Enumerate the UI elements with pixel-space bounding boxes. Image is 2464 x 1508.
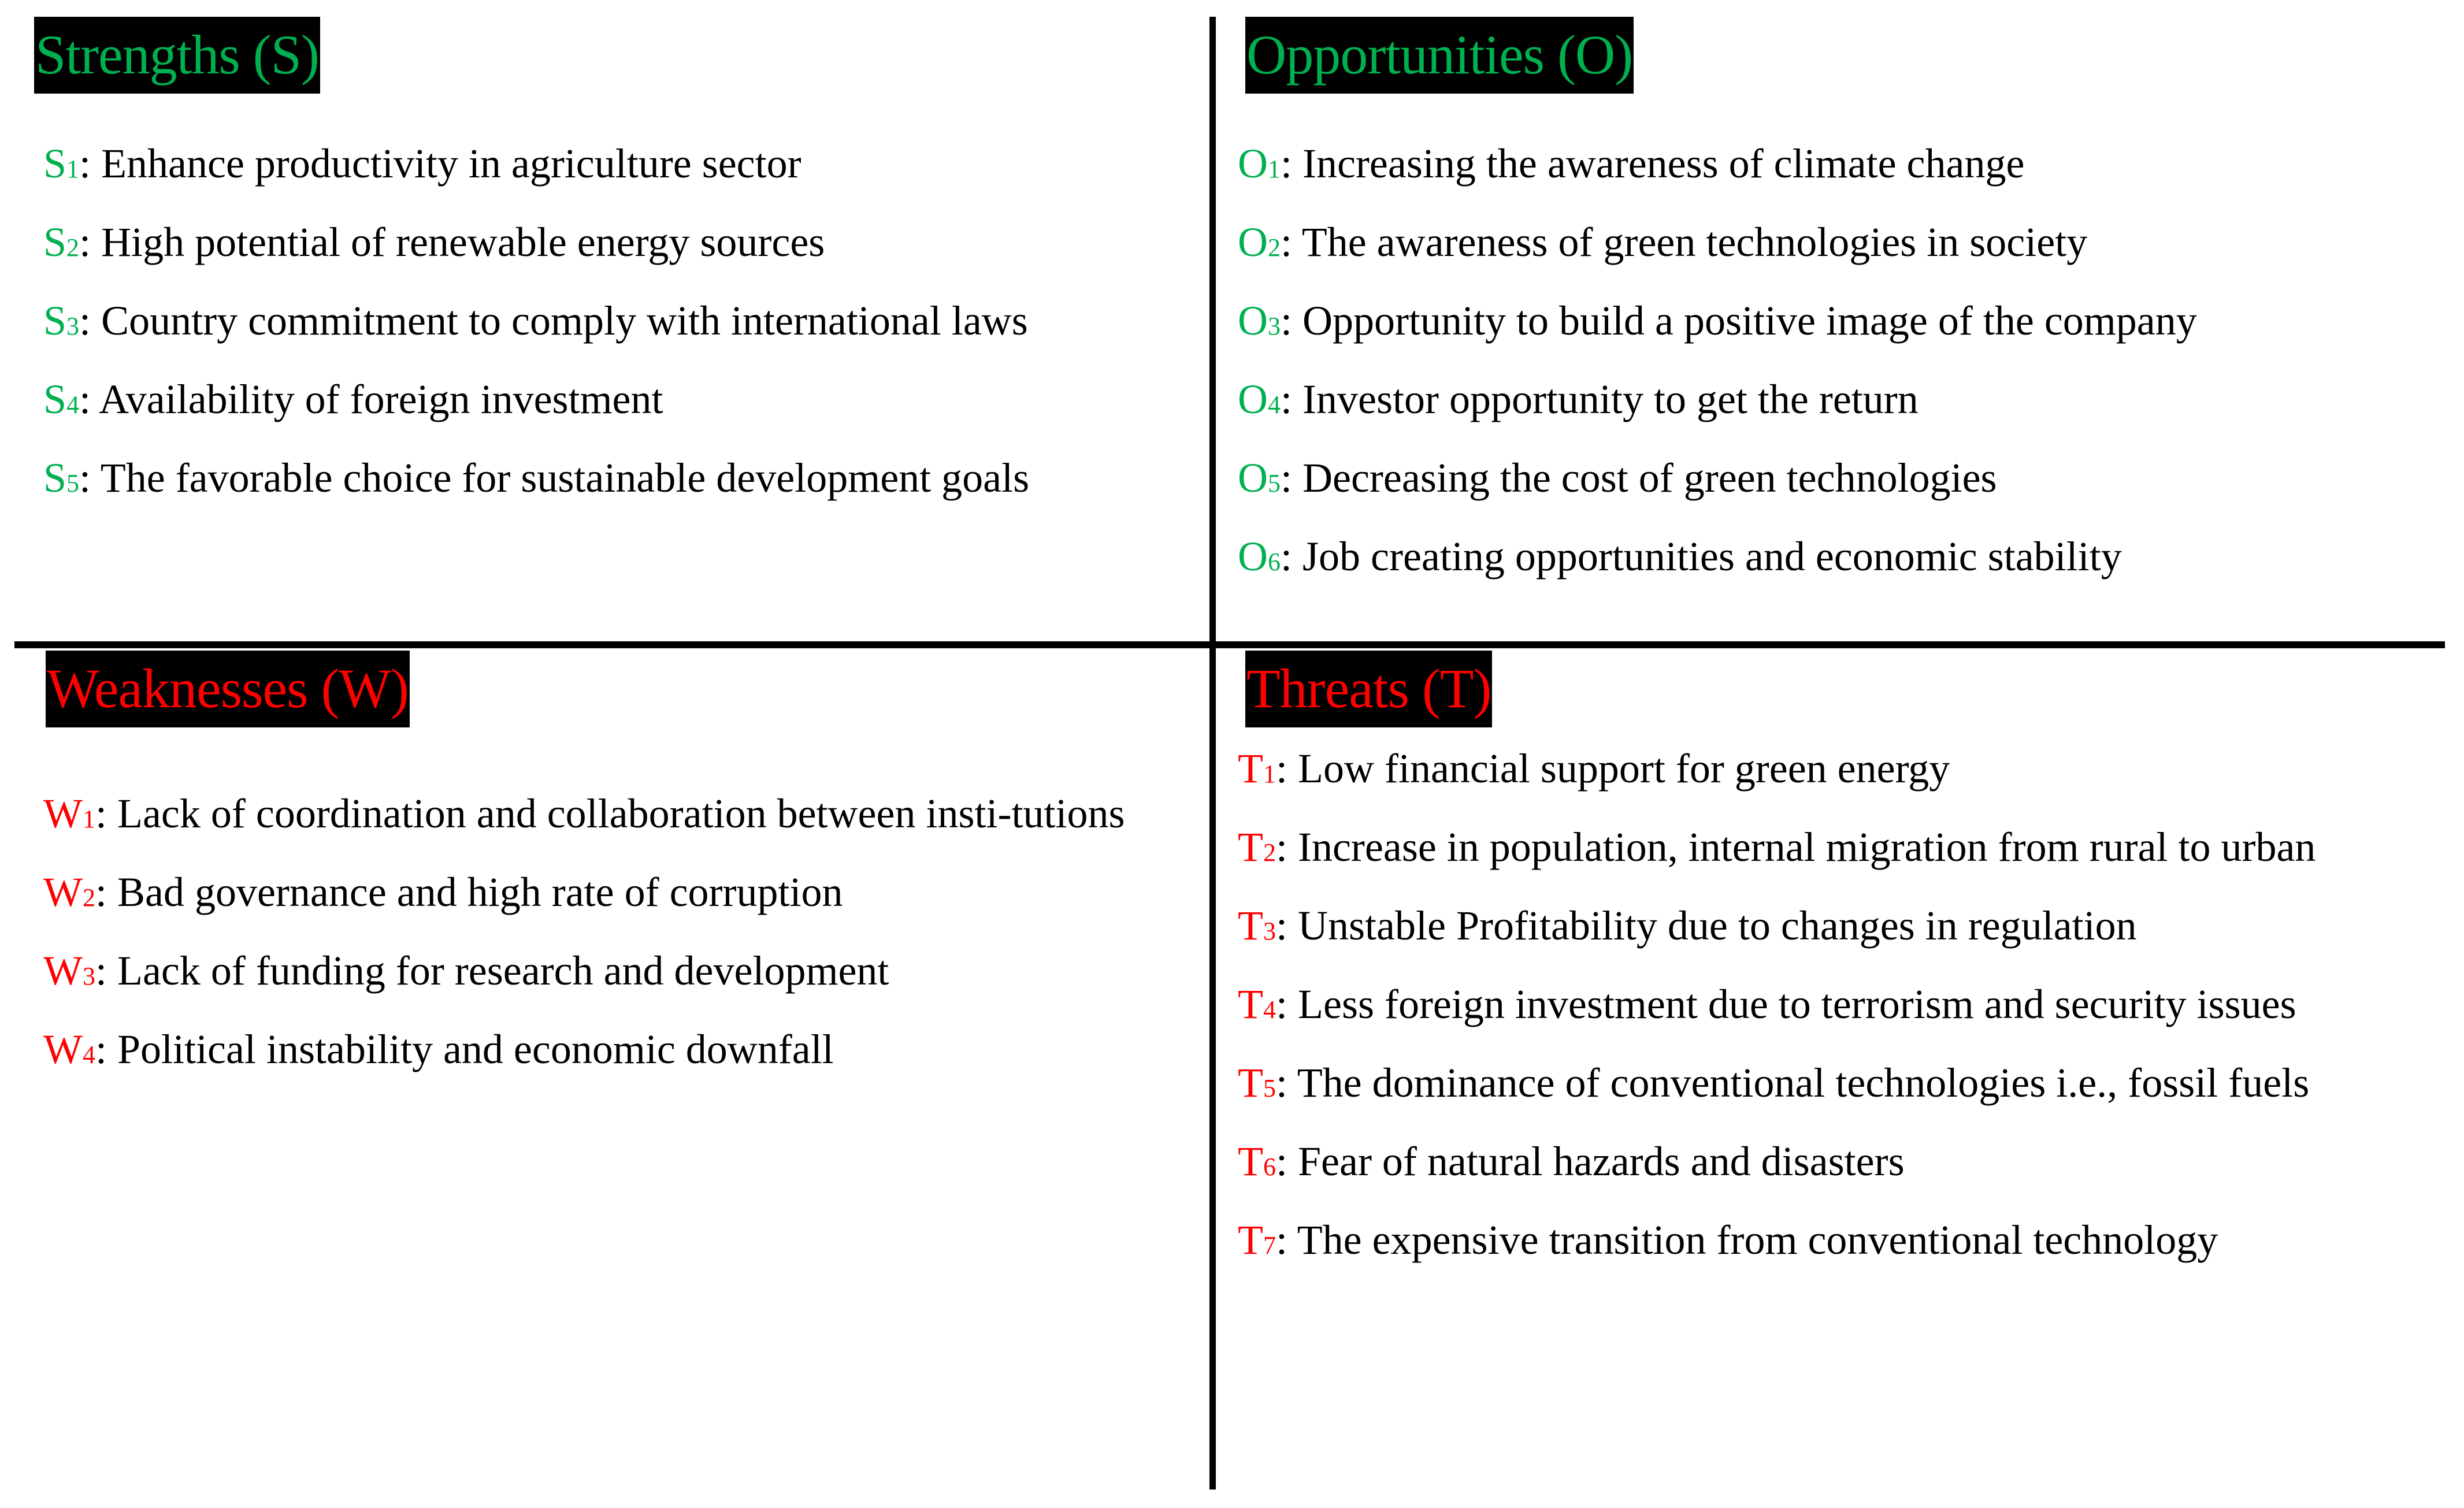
list-item: W4: Political instability and economic downfall — [43, 1026, 834, 1072]
item-code: S4 — [43, 376, 80, 422]
item-code: O3 — [1238, 298, 1281, 344]
item-text: Unstable Profitability due to changes in regulation — [1287, 902, 2137, 949]
item-text: The favorable choice for sustainable development goals — [91, 455, 1030, 501]
list-item: T7: The expensive transition from conventional technology — [1238, 1217, 2218, 1263]
item-code: O5 — [1238, 455, 1281, 501]
item-text: High potential of renewable energy sources — [91, 219, 825, 265]
list-item: T4: Less foreign investment due to terrorism and security issues — [1238, 981, 2296, 1027]
opportunities-header: Opportunities (O) — [1245, 17, 1634, 94]
item-code: T1 — [1238, 745, 1276, 792]
item-code: T2 — [1238, 824, 1276, 870]
list-item: O2: The awareness of green technologies in society — [1238, 219, 2088, 265]
list-item: S4: Availability of foreign investment — [43, 376, 663, 422]
item-text: Country commitment to comply with international laws — [91, 298, 1028, 344]
threats-header: Threats (T) — [1245, 651, 1492, 727]
quadrant-opportunities — [1238, 17, 2440, 599]
item-code: W3 — [43, 948, 95, 994]
item-code: S1 — [43, 140, 80, 187]
list-item: O6: Job creating opportunities and economic stability — [1238, 533, 2122, 580]
weaknesses-list — [43, 777, 1193, 1091]
item-text: The dominance of conventional technologies i.e., fossil fuels — [1287, 1060, 2310, 1106]
list-item: T5: The dominance of conventional technologies i.e., fossil fuels — [1238, 1060, 2310, 1106]
list-item: W2: Bad governance and high rate of corruption — [43, 869, 843, 915]
item-text: Availability of foreign investment — [91, 376, 663, 422]
list-item: T6: Fear of natural hazards and disasters — [1238, 1138, 1905, 1184]
strengths-header: Strengths (S) — [34, 17, 320, 94]
item-text: Job creating opportunities and economic stability — [1292, 533, 2122, 580]
list-item: S1: Enhance productivity in agriculture sector — [43, 140, 801, 187]
item-code: O1 — [1238, 140, 1281, 187]
item-text: Opportunity to build a positive image of the company — [1292, 298, 2197, 344]
item-text: Lack of coordination and collaboration between insti-tutions — [106, 790, 1125, 837]
item-code: T3 — [1238, 902, 1276, 949]
item-text: Lack of funding for research and development — [106, 948, 889, 994]
list-item: W1: Lack of coordination and collaboration between insti-tutions — [43, 790, 1125, 837]
quadrant-strengths — [35, 17, 1193, 520]
item-code: S2 — [43, 219, 80, 265]
item-code: T4 — [1238, 981, 1276, 1027]
list-item: S5: The favorable choice for sustainable development goals — [43, 455, 1030, 501]
item-code: O6 — [1238, 533, 1281, 580]
item-code: S5 — [43, 455, 80, 501]
item-text: Increasing the awareness of climate change — [1292, 140, 2025, 187]
item-text: The awareness of green technologies in society — [1292, 219, 2088, 265]
item-text: Bad governance and high rate of corruption — [106, 869, 843, 915]
list-item: O3: Opportunity to build a positive image of the company — [1238, 298, 2197, 344]
item-text: Investor opportunity to get the return — [1292, 376, 1918, 422]
item-code: T7 — [1238, 1217, 1276, 1263]
list-item: T2: Increase in population, internal migration from rural to urban — [1238, 824, 2316, 870]
item-text: Increase in population, internal migration from rural to urban — [1287, 824, 2316, 870]
list-item: S2: High potential of renewable energy sources — [43, 219, 825, 265]
weaknesses-header: Weaknesses (W) — [46, 651, 410, 727]
threats-list — [1238, 732, 2440, 1282]
item-code: T5 — [1238, 1060, 1276, 1106]
item-code: T6 — [1238, 1138, 1276, 1184]
item-text: Low financial support for green energy — [1287, 745, 1950, 792]
list-item: S3: Country commitment to comply with international laws — [43, 298, 1028, 344]
item-code: S3 — [43, 298, 80, 344]
item-code: W2 — [43, 869, 95, 915]
list-item: W3: Lack of funding for research and development — [43, 948, 889, 994]
item-text: Fear of natural hazards and disasters — [1287, 1138, 1905, 1184]
quadrant-weaknesses — [43, 651, 1193, 1091]
item-text: Enhance productivity in agriculture sector — [91, 140, 801, 187]
horizontal-divider — [14, 641, 2445, 648]
item-text: Less foreign investment due to terrorism and security issues — [1287, 981, 2296, 1027]
vertical-divider — [1209, 17, 1216, 1490]
list-item: O5: Decreasing the cost of green technologies — [1238, 455, 1997, 501]
strengths-list — [43, 127, 1193, 520]
list-item: O4: Investor opportunity to get the return — [1238, 376, 1918, 422]
quadrant-threats — [1238, 651, 2440, 1282]
item-text: Political instability and economic downfall — [106, 1026, 834, 1072]
item-code: W4 — [43, 1026, 95, 1072]
list-item: O1: Increasing the awareness of climate change — [1238, 140, 2025, 187]
item-text: The expensive transition from conventional technology — [1287, 1217, 2218, 1263]
item-code: W1 — [43, 790, 95, 837]
item-code: O2 — [1238, 219, 1281, 265]
list-item: T1: Low financial support for green energy — [1238, 745, 1950, 792]
item-text: Decreasing the cost of green technologies — [1292, 455, 1997, 501]
list-item: T3: Unstable Profitability due to changes in regulation — [1238, 902, 2137, 949]
item-code: O4 — [1238, 376, 1281, 422]
opportunities-list — [1238, 127, 2440, 599]
